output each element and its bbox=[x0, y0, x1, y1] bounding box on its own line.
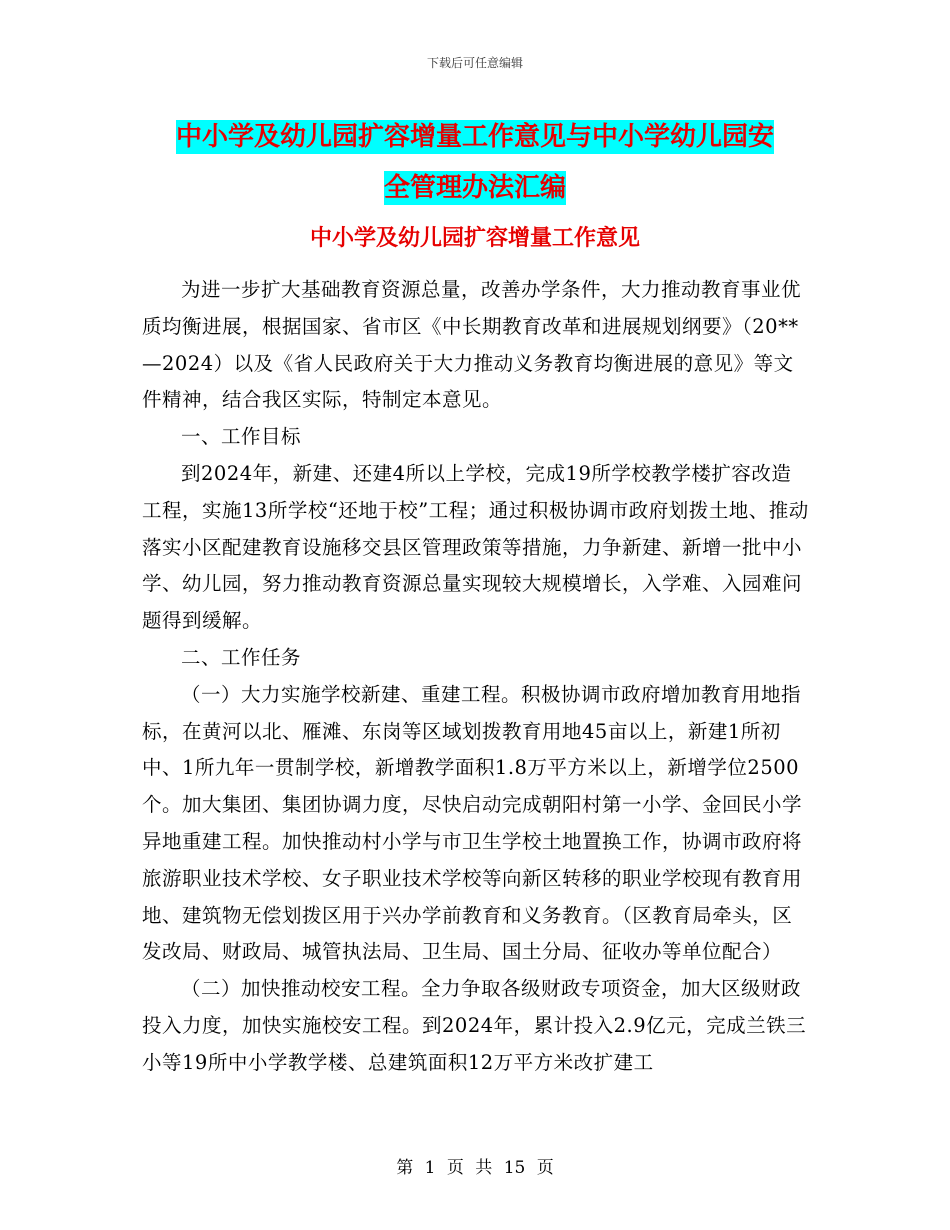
paragraph-task-2: （二）加快推动校安工程。全力争取各级财政专项资金，加大区级财政投入力度，加快实施校安工程。到2024年，累计投入2.9亿元，完成兰铁三小等19所中小学教学楼、总建筑面积12万平方米改扩建工 bbox=[142, 977, 807, 1074]
paragraph-goals: 到2024年，新建、还建4所以上学校，完成19所学校教学楼扩容改造工程，实施13所学校“还地于校”工程；通过积极协调市政府划拨土地、推动落实小区配建教育设施移交县区管理政策等措施，力争新建、新增一批中小学、幼儿园，努力推动教育资源总量实现较大规模增长，入学难、入园难问题得到缓解。 bbox=[142, 461, 809, 633]
heading-work-tasks: 二、工作任务 bbox=[181, 645, 302, 669]
header-note: 下载后可任意编辑 bbox=[426, 56, 523, 70]
paragraph-task-1: （一）大力实施学校新建、重建工程。积极协调市政府增加教育用地指标，在黄河以北、雁滩、东岗等区域划拨教育用地45亩以上，新建1所初中、1所九年一贯制学校，新增教学面积1.8万平方米以上，新增学位2500个。加大集团、集团协调力度，尽快启动完成朝阳村第一小学、金回民小学异地重建工程。加快推动村小学与市卫生学校土地置换工作，协调市政府将旅游职业技术学校、女子职业技术学校等向新区转移的职业学校现有教育用地、建筑物无偿划拨区用于兴办学前教育和义务教育。（区教育局牵头，区发改局、财政局、城管执法局、卫生局、国土分局、征收办等单位配合） bbox=[142, 682, 803, 964]
page-footer: 第 1 页 共 15 页 bbox=[396, 1158, 554, 1178]
document-title bbox=[0, 112, 950, 214]
document-title-line-1: 中小学及幼儿园扩容增量工作意见与中小学幼儿园安 bbox=[175, 122, 774, 152]
paragraph-intro: 为进一步扩大基础教育资源总量，改善办学条件，大力推动教育事业优质均衡进展，根据国家、省市区《中长期教育改革和进展规划纲要》（20**—2024）以及《省人民政府关于大力推动义务教育均衡进展的意见》等文件精神，结合我区实际，特制定本意见。 bbox=[142, 278, 802, 412]
document-body bbox=[142, 272, 810, 1082]
section-title: 中小学及幼儿园扩容增量工作意见 bbox=[309, 226, 640, 251]
document-title-line-2: 全管理办法汇编 bbox=[383, 173, 566, 203]
heading-work-goals: 一、工作目标 bbox=[181, 425, 302, 449]
